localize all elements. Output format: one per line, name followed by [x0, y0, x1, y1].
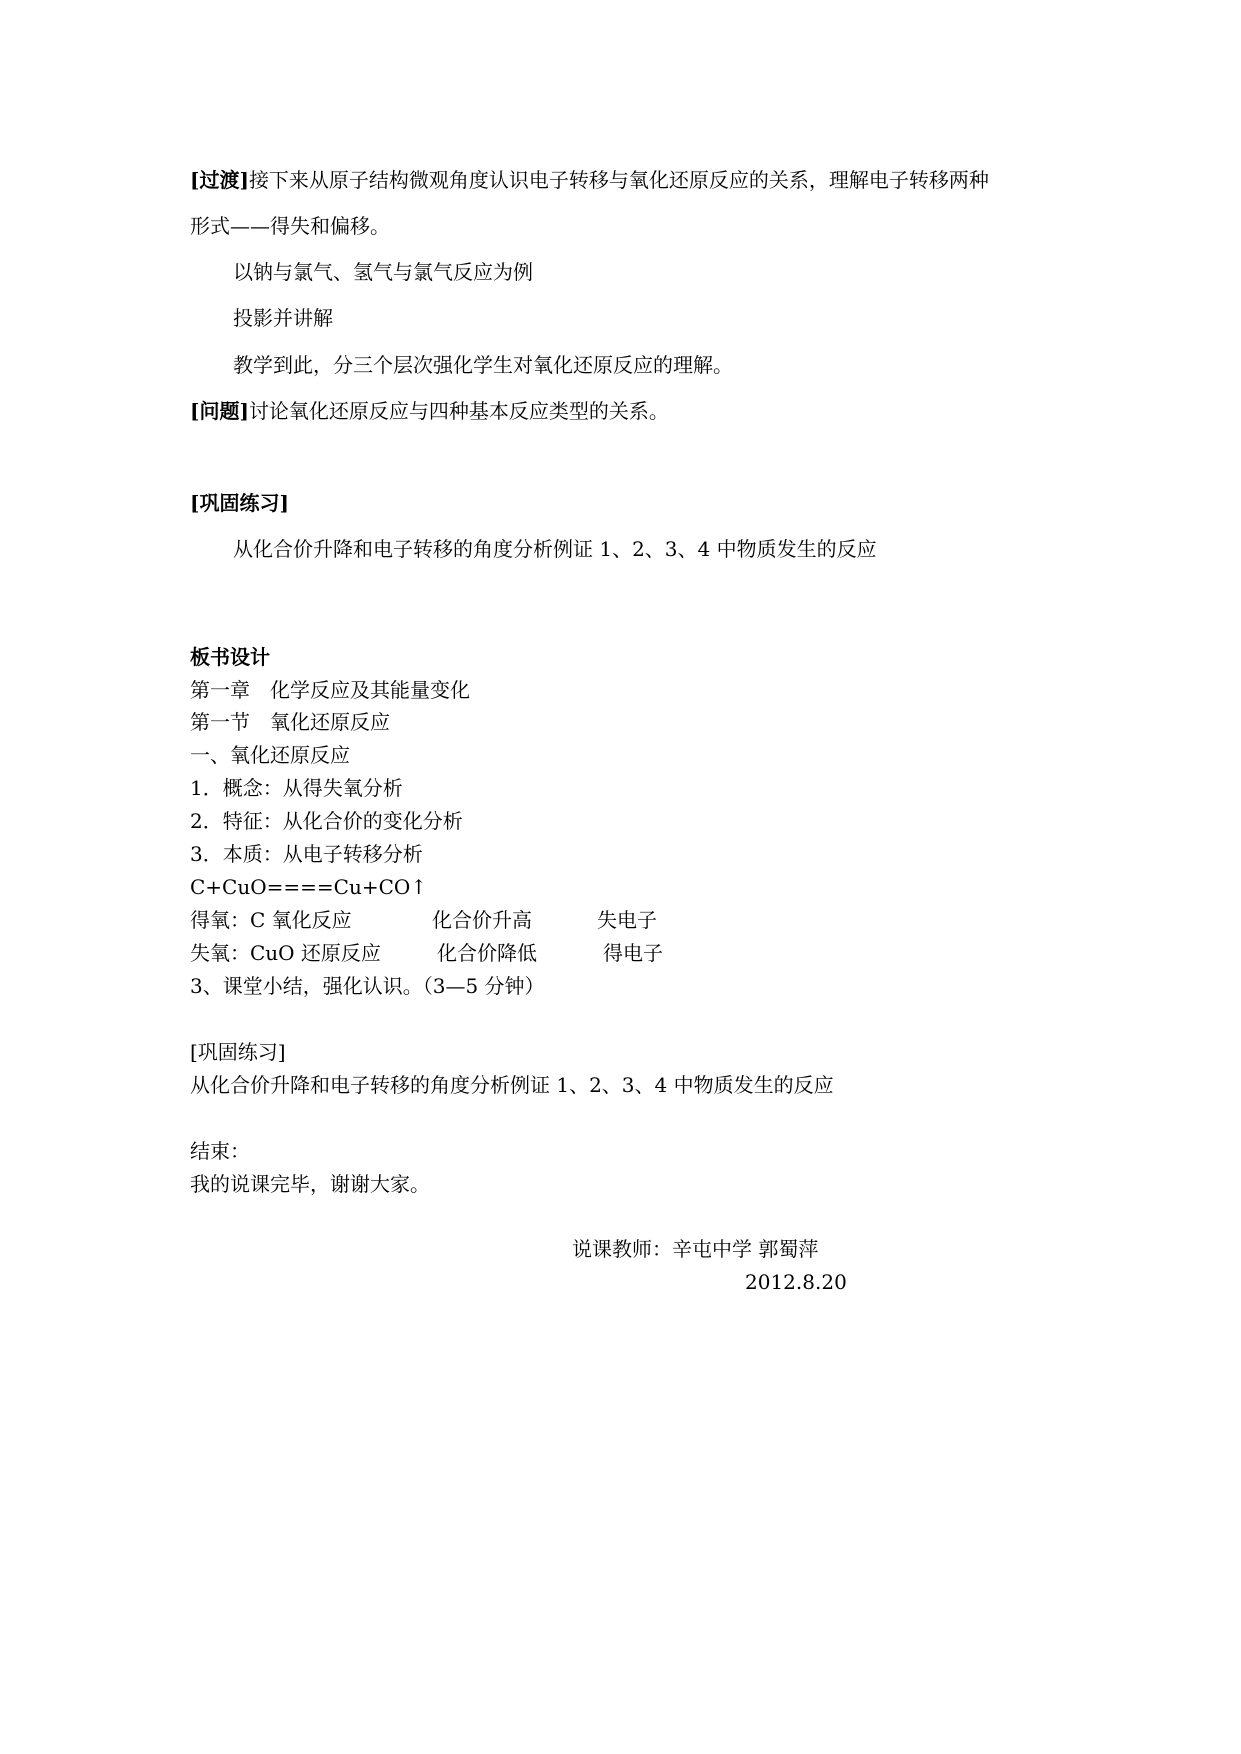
practice-text: 从化合价升降和电子转移的角度分析例证 1、2、3、4 中物质发生的反应: [233, 537, 877, 561]
example-line: 以钠与氯气、氢气与氯气反应为例: [233, 260, 533, 284]
question-paragraph: [190, 397, 669, 425]
project-line: 投影并讲解: [233, 306, 333, 330]
signature-date: 2012.8.20: [745, 1270, 847, 1294]
transition-text: 接下来从原子结构微观角度认识电子转移与氧化还原反应的关系，理解电子转移两种: [248, 168, 989, 192]
board-line: 1．概念：从得失氧分析: [190, 776, 403, 800]
question-text: 讨论氧化还原反应与四种基本反应类型的关系。: [248, 399, 669, 423]
transition-tag: [过渡]: [190, 168, 249, 192]
ending-text: 我的说课完毕，谢谢大家。: [190, 1172, 430, 1196]
board-line: 一、氧化还原反应: [190, 743, 350, 767]
board-line: 第一节 氧化还原反应: [190, 710, 390, 734]
gain-oxygen-label: 得氧：C 氧化反应: [190, 908, 352, 932]
question-tag: [问题]: [190, 399, 249, 423]
ending-heading: 结束：: [190, 1139, 250, 1163]
board-line: 第一章 化学反应及其能量变化: [190, 678, 470, 702]
board-practice-heading: [巩固练习]: [190, 1040, 286, 1064]
class-summary: 3、课堂小结，强化认识。（3—5 分钟）: [190, 974, 545, 998]
lose-oxygen-valence: 化合价降低: [437, 941, 537, 965]
board-line: 2．特征：从化合价的变化分析: [190, 809, 463, 833]
transition-paragraph: [190, 166, 989, 194]
board-line: 3．本质：从电子转移分析: [190, 842, 423, 866]
signature-teacher: 说课教师：辛屯中学 郭蜀萍: [572, 1237, 819, 1261]
board-design-heading: 板书设计: [190, 645, 270, 669]
teach-line: 教学到此，分三个层次强化学生对氧化还原反应的理解。: [233, 353, 733, 377]
transition-continuation: 形式——得失和偏移。: [190, 214, 390, 238]
board-practice-text: 从化合价升降和电子转移的角度分析例证 1、2、3、4 中物质发生的反应: [190, 1073, 834, 1097]
reaction-equation: C+CuO====Cu+CO↑: [190, 875, 428, 899]
lose-oxygen-electron: 得电子: [603, 941, 663, 965]
gain-oxygen-electron: 失电子: [597, 908, 657, 932]
practice-heading: [巩固练习]: [190, 491, 289, 515]
lose-oxygen-label: 失氧：CuO 还原反应: [190, 941, 381, 965]
gain-oxygen-valence: 化合价升高: [432, 908, 532, 932]
